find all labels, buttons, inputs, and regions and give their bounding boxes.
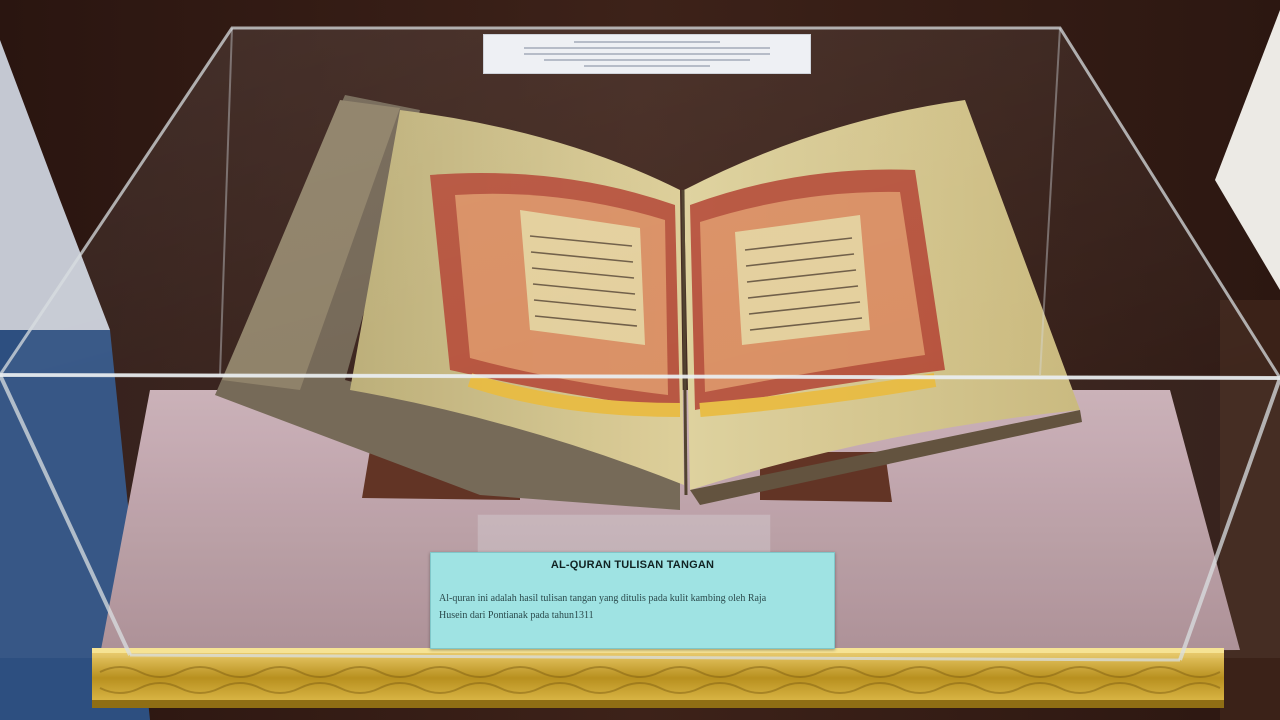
gold-frame-bottom [92,700,1224,708]
exhibit-label-line-1: Al-quran ini adalah hasil tulisan tangan yang ditulis pada kulit kambing oleh Raja [439,593,767,604]
exhibit-label-card [430,552,835,649]
exhibit-label-line-2: Husein dari Pontianak pada tahun1311 [439,610,594,621]
exhibit-label-description [439,590,827,624]
label-acrylic-stand [478,515,770,555]
exhibit-label-title: AL-QURAN TULISAN TANGAN [550,559,715,571]
top-info-placard [483,34,811,74]
